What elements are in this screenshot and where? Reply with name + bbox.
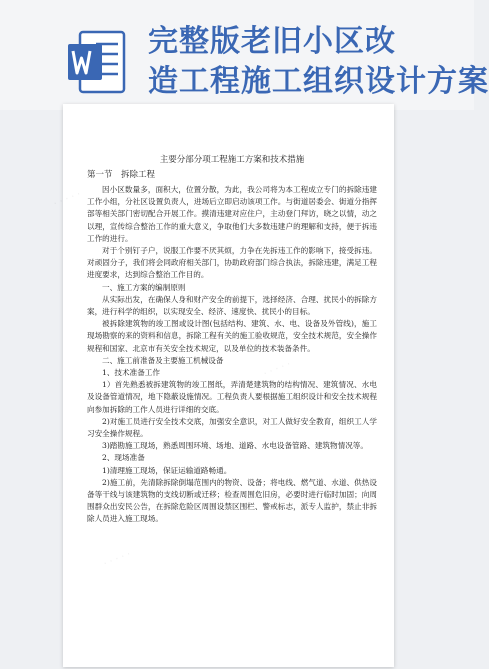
subheading: 二、施工前准备及主要施工机械设备 (102, 355, 224, 365)
document-page (51, 104, 394, 667)
banner-title-line2: 造工程施工组织设计方案 (148, 64, 489, 99)
document-body (87, 154, 377, 526)
section-heading: 第一节 拆除工程 (87, 170, 156, 180)
banner-title-line1: 完整版老旧小区改 (148, 24, 396, 59)
paragraph: 被拆除建筑物的竣工图或设计图(包括结构、建筑、水、电、设备及外管线)，施工现场勘察的来的资料和信息，拆除工程有关的施工验收规范，安全技术规范，安全操作规程和国家、北京市有关安全技术规定，以及单位的技术装备条件。 (87, 319, 377, 353)
document-heading: 主要分部分项工程施工方案和技术措施 (159, 155, 305, 165)
watermark: · · · · · (51, 189, 83, 210)
subheading: 2、现场准备 (102, 453, 145, 463)
paragraph: 从实际出发，在确保人身和财产安全的前提下，选择经济、合理、扰民小的拆除方案，进行科学的组织，以实现安全、经济、速度快、扰民小的目标。 (87, 294, 377, 317)
paragraph: 1）首先熟悉被拆建筑物的竣工图纸，弄清楚建筑物的结构情况、建筑情况、水电及设备管道情况，地下隐蔽设施情况。工程负责人要根据施工组织设计和安全技术规程向参加拆除的工作人员进行详细的交底。 (87, 380, 377, 414)
paragraph: 1)清理施工现场，保证运输道路畅通。 (102, 465, 232, 475)
subheading: 一、施工方案的编制原则 (102, 282, 186, 292)
paragraph: 2)施工前，先清除拆除倒塌范围内的物资、设备；将电线、燃气道、水道、供热设备等干线与该建筑物的支线切断或迁移；检查周围危旧房，必要时进行临时加固；向周围群众出安民公告，在拆除危险区周围设禁区围栏、警戒标志，派专人监护，禁止非拆除人员进入施工现场。 (87, 477, 377, 524)
paragraph: 因小区数量多，面积大，位置分散，为此，我公司将为本工程成立专门的拆除违建工作小组，分社区设置负责人，进场后立即启动该项工作。与街道居委会、街道分指挥部等相关部门密切配合开展工作。摸清违建对应住户，主动登门拜访，晓之以情，动之以理，宣传综合整治工作的重大意义，争取他们大多数违建户的理解和支持，便于拆违工作的进行。 (87, 185, 377, 243)
paragraph: 对于个别钉子户，说服工作要不厌其烦，力争在先拆违工作的影响下，接受拆违。对顽固分子，我们将会同政府相关部门，协助政府部门综合执法，拆除违建，满足工程进度要求，达到综合整治工作目的。 (87, 246, 377, 280)
paragraph: 3)踏勘施工现场，熟悉周围环境、场地、道路、水电设备管路、建筑物情况等。 (102, 441, 368, 451)
banner-title (148, 22, 489, 102)
paragraph: 2)对施工员进行安全技术交底，加强安全意识，对工人做好安全教育，组织工人学习安全操作规程。 (87, 416, 377, 439)
watermark: · · · · · (101, 549, 133, 570)
subheading: 1、技术准备工作 (102, 368, 160, 378)
word-document-icon (66, 30, 126, 94)
cover-banner (0, 0, 489, 110)
watermark: · · · · · (261, 359, 293, 380)
